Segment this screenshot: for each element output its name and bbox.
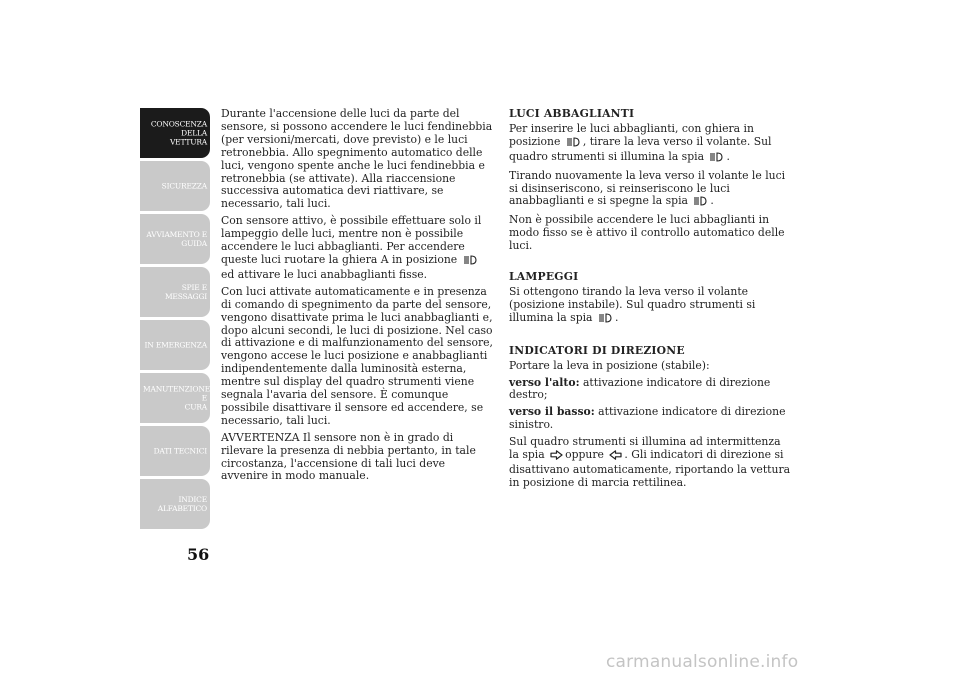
label-verso-basso: verso il basso:: [509, 405, 595, 419]
turn-signal-left-icon: [609, 450, 622, 464]
paragraph: [509, 406, 791, 432]
tab-indice-alfabetico[interactable]: [140, 479, 210, 529]
tab-label: MANUTENZIONE E CURA: [143, 384, 210, 412]
turn-signal-right-icon: [550, 450, 563, 464]
paragraph: [509, 123, 791, 166]
right-column: [509, 108, 791, 494]
paragraph: [509, 377, 791, 403]
high-beam-icon: [463, 255, 478, 269]
high-beam-icon: [693, 196, 708, 210]
text: attivazione indicatore di direzione sinistro.: [509, 405, 786, 432]
label-verso-alto: verso l'alto:: [509, 375, 580, 389]
text: Sul quadro strumenti si illumina ad intermittenza la spia: [509, 435, 781, 462]
paragraph: [509, 170, 791, 211]
text: .: [710, 194, 714, 208]
spacer: [509, 257, 791, 271]
text: attivazione indicatore di direzione destro;: [509, 375, 771, 402]
tab-manutenzione-e-cura[interactable]: [140, 373, 210, 423]
page-number: 56: [187, 545, 210, 564]
text: .: [726, 149, 730, 163]
paragraph: [509, 286, 791, 327]
spacer: [509, 331, 791, 345]
section-heading-luci-abbaglianti: LUCI ABBAGLIANTI: [509, 107, 635, 120]
text: , tirare la leva verso il volante. Sul quadro strumenti si illumina la spia: [509, 134, 772, 163]
paragraph: [221, 215, 493, 282]
tab-in-emergenza[interactable]: [140, 320, 210, 370]
watermark: carmanualsonline.info: [606, 652, 799, 672]
paragraph: [509, 436, 791, 490]
tab-sicurezza[interactable]: [140, 161, 210, 211]
tab-label: SPIE E MESSAGGI: [164, 283, 207, 301]
text: Tirando nuovamente la leva verso il volante le luci si disinseriscono, si reinseriscono le luci anabbaglianti e si spegne la spia: [509, 168, 786, 208]
paragraph: Portare la leva in posizione (stabile):: [509, 358, 710, 372]
left-column: [221, 108, 493, 487]
tab-conoscenza-della-vettura[interactable]: [140, 108, 210, 158]
section-heading-lampeggi: LAMPEGGI: [509, 270, 579, 284]
tab-dati-tecnici[interactable]: [140, 426, 210, 476]
section-heading-indicatori-di-direzione: INDICATORI DI DIREZIONE: [509, 343, 685, 357]
tab-label: AVVIAMENTO E GUIDA: [146, 230, 207, 248]
paragraph: AVVERTENZA Il sensore non è in grado di rilevare la presenza di nebbia pertanto, in tale circostanza, l'accensione di tali luci deve avvenire in modo manuale.: [221, 430, 476, 483]
high-beam-icon: [598, 313, 613, 327]
tab-avviamento-e-guida[interactable]: [140, 214, 210, 264]
tab-label: SICUREZZA: [161, 181, 207, 191]
text: ed attivare le luci anabbaglianti fisse.: [221, 267, 428, 281]
text: Per inserire le luci abbaglianti, con ghiera in posizione: [509, 121, 754, 148]
text: .: [614, 310, 619, 324]
high-beam-icon: [566, 137, 581, 151]
text: oppure: [565, 448, 604, 462]
text: . Gli indicatori di direzione si disattivano automaticamente, riportando la vettura in posizione di marcia rettilinea.: [509, 448, 791, 489]
section-tabs: [140, 108, 210, 532]
tab-label: DATI TECNICI: [153, 446, 207, 456]
text: Si ottengono tirando la leva verso il volante (posizione instabile). Sul quadro strumenti si illumina la spia: [509, 284, 756, 324]
paragraph: Durante l'accensione delle luci da parte del sensore, si possono accendere le luci fendinebbia (per versioni/mercati, dove previsto) e le luci retronebbia. Allo spegnimento automatico delle luci, vengono spente anche le luci fendinebbia e retronebbia (se attivate). Alla riaccensione successiva automatica devi riattivare, se necessario, tali luci.: [221, 107, 493, 211]
paragraph: Con luci attivate automaticamente e in presenza di comando di spegnimento da parte del sensore, vengono disattivate prima le luci anabbaglianti e, dopo alcuni secondi, le luci di posizione. Nel caso di attivazione e di malfunzionamento del sensore, vengono accese le luci posizione e anabbaglianti indipendentemente dalla luminosità esterna, mentre sul display del quadro strumenti viene segnala l'avaria del sensore. È comunque possibile disattivare il sensore ed accendere, se necessario, tali luci.: [221, 284, 493, 427]
tab-spie-e-messaggi[interactable]: [140, 267, 210, 317]
paragraph: Non è possibile accendere le luci abbaglianti in modo fisso se è attivo il controllo automatico delle luci.: [509, 213, 785, 253]
text: Con sensore attivo, è possibile effettuare solo il lampeggio delle luci, mentre non è possibile accendere le luci abbaglianti. Per accendere queste luci ruotare la ghiera A in posizione: [221, 214, 482, 266]
high-beam-icon: [709, 152, 724, 166]
tab-label: CONOSCENZA DELLA VETTURA: [150, 119, 207, 147]
tab-label: INDICE ALFABETICO: [157, 495, 207, 513]
tab-label: IN EMERGENZA: [144, 340, 207, 350]
